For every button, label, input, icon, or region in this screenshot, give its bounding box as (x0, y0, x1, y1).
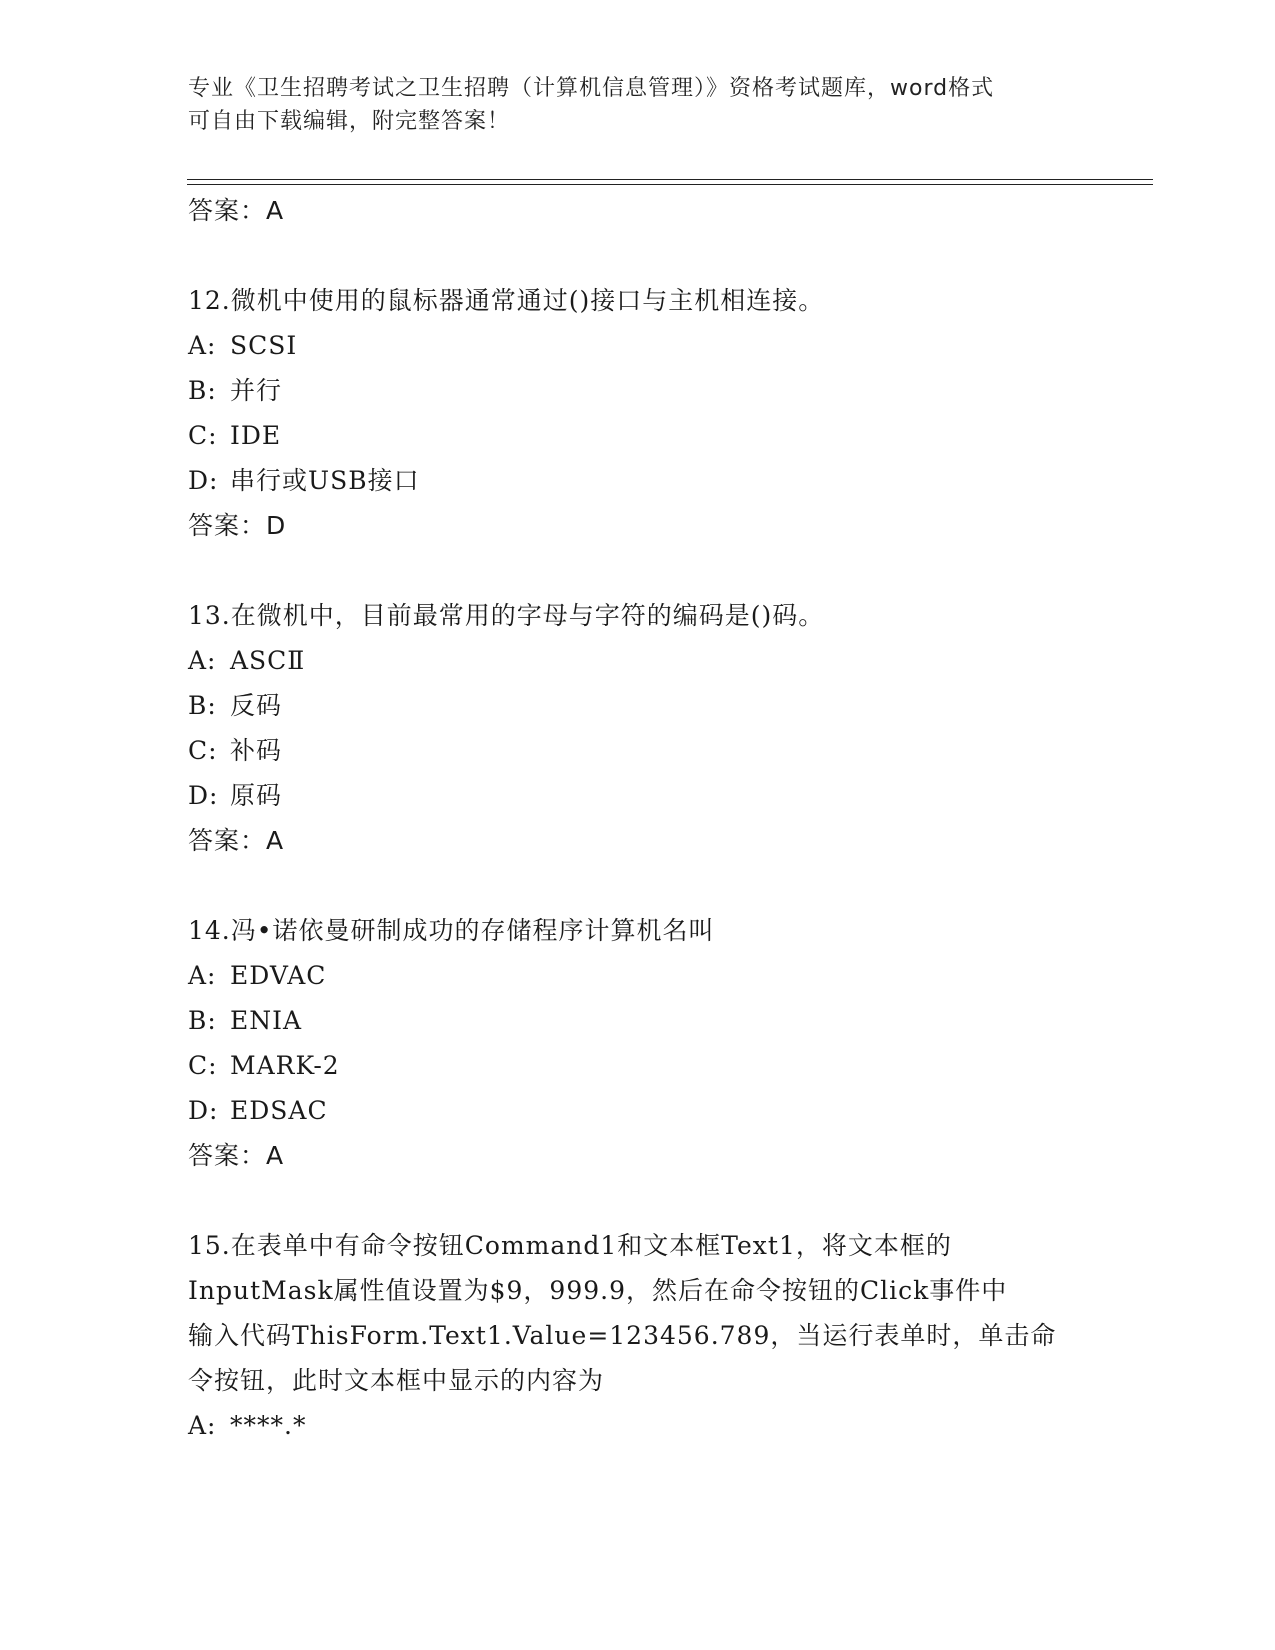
header-rule-bottom (187, 184, 1153, 185)
option-text: EDVAC (230, 961, 327, 990)
question-line: 15.在表单中有命令按钮Command1和文本框Text1，将文本框的 (188, 1231, 952, 1260)
option-key: A: (188, 646, 217, 675)
answer-line: 答案：D (188, 511, 287, 540)
option-item (188, 773, 1088, 818)
question-line: InputMask属性值设置为$9，999.9，然后在命令按钮的Click事件中 (188, 1276, 1008, 1305)
answer-line: 答案：A (188, 1141, 285, 1170)
option-text: ****.* (230, 1411, 307, 1440)
option-key: C: (188, 736, 218, 765)
option-key: C: (188, 421, 218, 450)
option-text: ENIA (230, 1006, 303, 1035)
option-key: A: (188, 961, 217, 990)
option-item (188, 1403, 1088, 1448)
question-line: 输入代码ThisForm.Text1.Value=123456.789，当运行表单时，单击命 (188, 1321, 1057, 1350)
answer-line: 答案：A (188, 196, 285, 225)
option-item (188, 368, 1088, 413)
option-text: 反码 (230, 691, 283, 720)
document-header (188, 72, 1088, 138)
option-item (188, 728, 1088, 773)
question-list (188, 188, 1088, 1448)
option-item (188, 323, 1088, 368)
question-line: 令按钮，此时文本框中显示的内容为 (188, 1366, 605, 1395)
question-text: 12.微机中使用的鼠标器通常通过()接口与主机相连接。 (188, 286, 825, 315)
option-item (188, 1043, 1088, 1088)
option-text: ASCⅡ (230, 646, 306, 675)
option-key: B: (188, 1006, 217, 1035)
option-item (188, 638, 1088, 683)
option-key: D: (188, 1096, 219, 1125)
option-text: 补码 (230, 736, 283, 765)
header-line-1: 专业《卫生招聘考试之卫生招聘（计算机信息管理）》资格考试题库，word格式 (188, 76, 995, 101)
option-key: B: (188, 691, 217, 720)
option-text: 原码 (230, 781, 283, 810)
option-item (188, 998, 1088, 1043)
option-key: A: (188, 1411, 217, 1440)
option-text: 并行 (230, 376, 283, 405)
answer-line: 答案：A (188, 826, 285, 855)
header-rule-top (187, 179, 1153, 180)
option-text: 串行或USB接口 (230, 466, 420, 495)
option-key: D: (188, 781, 219, 810)
option-item (188, 458, 1088, 503)
option-key: D: (188, 466, 219, 495)
option-text: IDE (230, 421, 282, 450)
option-item (188, 953, 1088, 998)
option-text: MARK-2 (230, 1051, 340, 1080)
option-key: A: (188, 331, 217, 360)
option-item (188, 413, 1088, 458)
question-text: 14.冯•诺依曼研制成功的存储程序计算机名叫 (188, 916, 715, 945)
option-item (188, 683, 1088, 728)
question-text: 13.在微机中，目前最常用的字母与字符的编码是()码。 (188, 601, 825, 630)
option-key: C: (188, 1051, 218, 1080)
question-text (188, 1223, 1088, 1403)
option-text: SCSI (230, 331, 298, 360)
option-item (188, 1088, 1088, 1133)
option-key: B: (188, 376, 217, 405)
option-text: EDSAC (230, 1096, 328, 1125)
header-line-2: 可自由下载编辑，附完整答案！ (188, 109, 511, 134)
